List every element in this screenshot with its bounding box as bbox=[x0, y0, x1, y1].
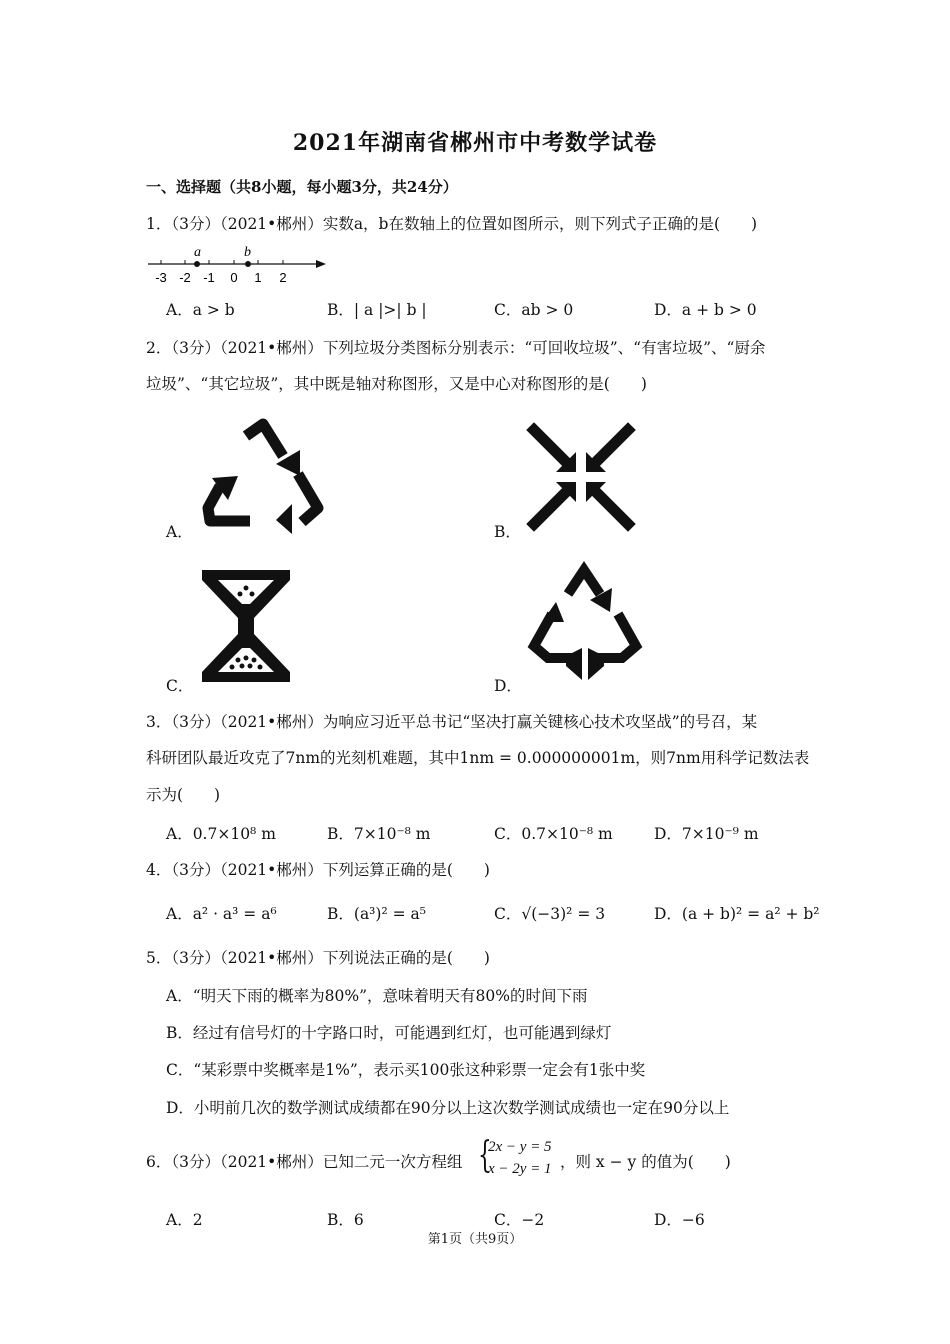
four-arrows-icon bbox=[528, 424, 634, 530]
q3-option-d: D．7×10⁻⁹ m bbox=[654, 825, 759, 843]
tick-label: 1 bbox=[254, 270, 262, 285]
q5-option-c: C．“某彩票中奖概率是1%”，表示买100张这种彩票一定会有1张中奖 bbox=[166, 1061, 646, 1079]
q4-option-d: D．(a + b)² = a² + b² bbox=[654, 905, 820, 923]
q3-option-b: B．7×10⁻⁸ m bbox=[327, 825, 431, 843]
question-2-stem-line2: 垃圾”、“其它垃圾”，其中既是轴对称图形，又是中心对称图形的是( ) bbox=[146, 375, 647, 393]
recycle-icon bbox=[198, 416, 328, 531]
q2-label-d: D． bbox=[494, 677, 522, 695]
question-3-stem-line1: 3．（3分）（2021•郴州）为响应习近平总书记“坚决打赢关键核心技术攻坚战”的号召，某 bbox=[146, 713, 758, 731]
hourglass-icon bbox=[198, 566, 294, 686]
equation-2: x − 2y = 1 bbox=[488, 1161, 552, 1177]
question-6-stem-before: 6．（3分）（2021•郴州）已知二元一次方程组 bbox=[146, 1153, 463, 1171]
question-3-stem-line2: 科研团队最近攻克了7nm的光刻机难题，其中1nm = 0.000000001m，则7nm用科学记数法表 bbox=[146, 749, 810, 767]
question-4-stem: 4．（3分）（2021•郴州）下列运算正确的是( ) bbox=[146, 861, 490, 879]
question-6-stem-after: ，则 x − y 的值为( ) bbox=[560, 1153, 731, 1171]
q1-option-d: D．a + b > 0 bbox=[654, 301, 757, 319]
tick-label: -2 bbox=[179, 270, 191, 285]
q1-option-a: A．a > b bbox=[166, 301, 235, 319]
q5-option-b: B．经过有信号灯的十字路口时，可能遇到红灯，也可能遇到绿灯 bbox=[166, 1024, 612, 1042]
q1-option-c: C．ab > 0 bbox=[494, 301, 574, 319]
question-2-stem-line1: 2．（3分）（2021•郴州）下列垃圾分类图标分别表示：“可回收垃圾”、“有害垃圾”、“厨余 bbox=[146, 339, 766, 357]
tick-label: 0 bbox=[230, 270, 238, 285]
question-3-stem-line3: 示为( ) bbox=[146, 786, 221, 804]
q6-option-b: B．6 bbox=[327, 1211, 364, 1229]
point-a-label: a bbox=[194, 245, 201, 260]
q2-label-c: C． bbox=[166, 677, 194, 695]
point-a-dot bbox=[194, 261, 200, 267]
point-b-dot bbox=[245, 261, 251, 267]
question-1-stem: 1．（3分）（2021•郴州）实数a，b在数轴上的位置如图所示，则下列式子正确的是( ) bbox=[146, 215, 758, 233]
q4-option-b: B．(a³)² = a⁵ bbox=[327, 905, 426, 923]
q2-label-b: B． bbox=[494, 523, 521, 541]
question-5-stem: 5．（3分）（2021•郴州）下列说法正确的是( ) bbox=[146, 949, 490, 967]
point-b-label: b bbox=[244, 245, 251, 260]
q4-option-c: C．√(−3)² = 3 bbox=[494, 905, 606, 923]
tick-label: -3 bbox=[155, 270, 167, 285]
section-heading: 一、选择题（共8小题，每小题3分，共24分） bbox=[146, 178, 458, 196]
tick-label: -1 bbox=[203, 270, 215, 285]
q5-option-a: A．“明天下雨的概率为80%”，意味着明天有80%的时间下雨 bbox=[166, 987, 588, 1005]
exam-title: 2021年湖南省郴州市中考数学试卷 bbox=[292, 130, 658, 156]
q3-option-a: A．0.7×10⁸ m bbox=[166, 825, 276, 843]
q6-option-a: A．2 bbox=[166, 1211, 203, 1229]
q2-label-a: A． bbox=[166, 523, 193, 541]
equation-system bbox=[478, 1136, 552, 1180]
page-footer: 第1页（共9页） bbox=[427, 1232, 523, 1247]
tick-label: 2 bbox=[279, 270, 287, 285]
q4-option-a: A．a² · a³ = a⁶ bbox=[166, 905, 277, 923]
equation-1: 2x − y = 5 bbox=[488, 1139, 552, 1155]
q1-option-b: B．| a |>| b | bbox=[327, 301, 427, 319]
q5-option-d: D．小明前几次的数学测试成绩都在90分以上这次数学测试成绩也一定在90分以上 bbox=[166, 1099, 730, 1117]
other-waste-icon bbox=[526, 562, 644, 686]
number-line-figure bbox=[146, 242, 336, 288]
brace-symbol: { bbox=[478, 1135, 492, 1176]
q3-option-c: C．0.7×10⁻⁸ m bbox=[494, 825, 613, 843]
q6-option-d: D．−6 bbox=[654, 1211, 705, 1229]
q6-option-c: C．−2 bbox=[494, 1211, 545, 1229]
